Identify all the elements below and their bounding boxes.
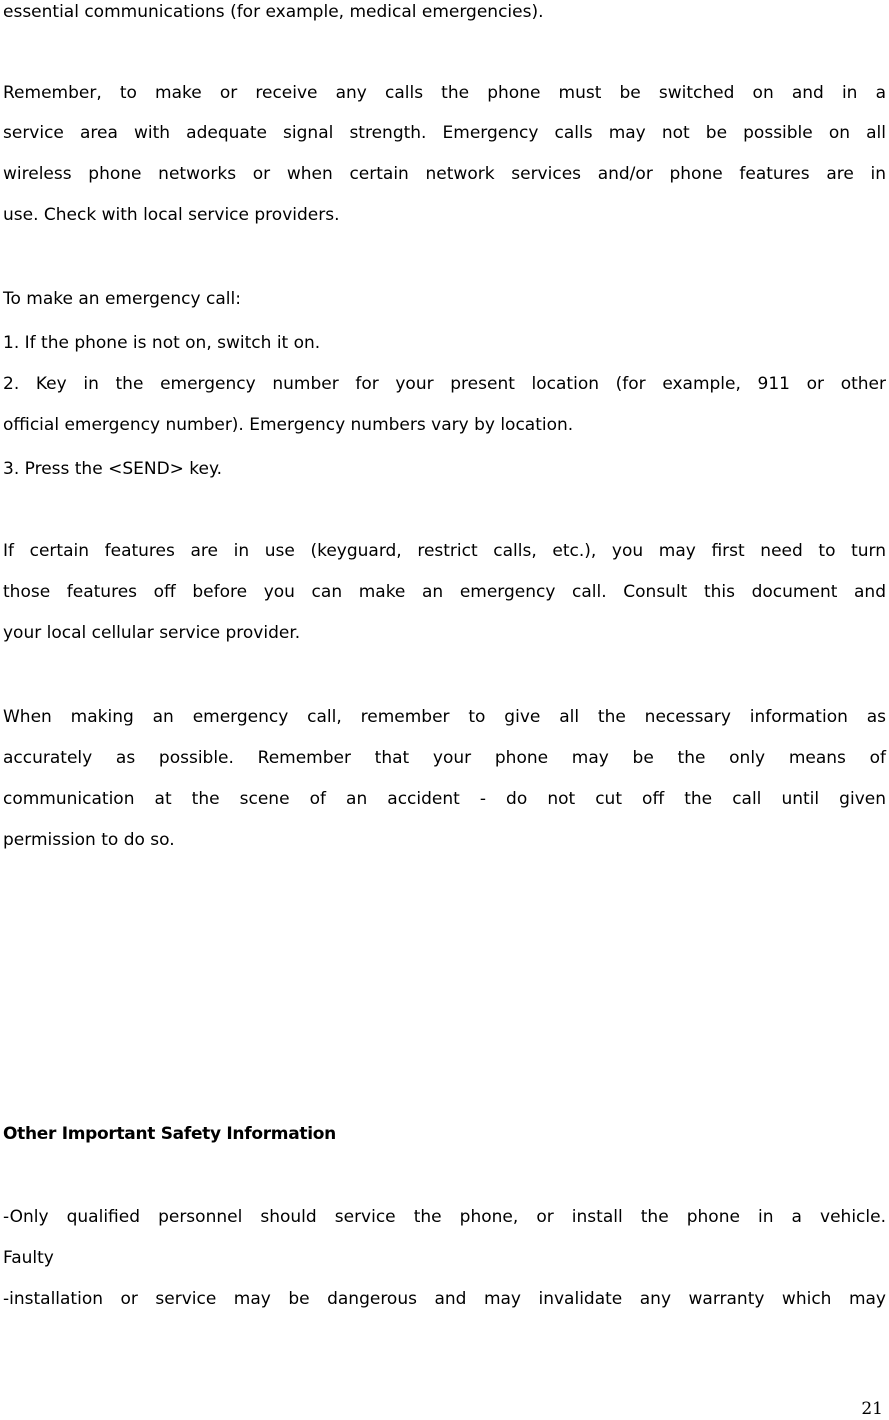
list-item: 3. Press the <SEND> key. [3, 459, 223, 479]
text-line: Remember, to make or receive any calls the phone must be switched on and in a [3, 83, 886, 103]
text-line: official emergency number). Emergency numbers vary by location. [3, 415, 574, 435]
text-line: permission to do so. [3, 830, 175, 850]
text-line: wireless phone networks or when certain network services and/or phone features are in [3, 164, 886, 184]
text-line: service area with adequate signal strength. Emergency calls may not be possible on all [3, 123, 886, 143]
page-number: 21 [861, 1399, 883, 1419]
text-line: -installation or service may be dangerous and may invalidate any warranty which may [3, 1289, 886, 1309]
text-line: accurately as possible. Remember that your phone may be the only means of [3, 748, 886, 768]
text-line: essential communications (for example, medical emergencies). [3, 2, 544, 22]
text-line: To make an emergency call: [3, 289, 241, 309]
text-line: use. Check with local service providers. [3, 205, 340, 225]
text-line: -Only qualified personnel should service the phone, or install the phone in a vehicle. [3, 1207, 886, 1227]
list-item: 2. Key in the emergency number for your present location (for example, 911 or other [3, 374, 886, 394]
text-line: When making an emergency call, remember to give all the necessary information as [3, 707, 886, 727]
text-line: communication at the scene of an accident - do not cut off the call until given [3, 789, 886, 809]
text-line: your local cellular service provider. [3, 623, 301, 643]
section-heading: Other Important Safety Information [3, 1124, 336, 1144]
text-line: Faulty [3, 1248, 54, 1268]
text-line: those features off before you can make an emergency call. Consult this document and [3, 582, 886, 602]
text-line: If certain features are in use (keyguard, restrict calls, etc.), you may first need to turn [3, 541, 886, 561]
list-item: 1. If the phone is not on, switch it on. [3, 333, 321, 353]
